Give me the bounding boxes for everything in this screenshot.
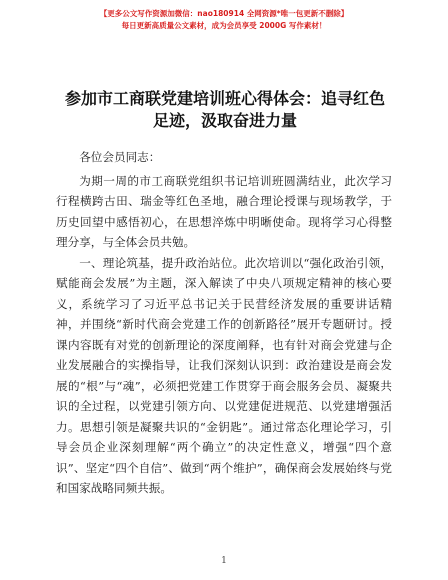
- greeting: 各位会员同志：: [79, 150, 161, 164]
- promo-banner-line-1: 【更多公文写作资源加微信：nao180914 全网资源*唯一包更新不删除】: [99, 9, 349, 18]
- document-body: [56, 147, 392, 499]
- promo-banner: [0, 8, 448, 32]
- paragraph-intro: 为期一周的市工商联党组织书记培训班圆满结业，此次学习行程横跨古田、瑞金等红色圣地，融合理论授课与现场教学，于历史回望中感悟初心，在思想淬炼中明晰使命。现将学习心得整理分享，与全体会员共勉。: [56, 173, 392, 249]
- paragraph-section-one: 一、理论筑基，提升政治站位。此次培训以“强化政治引领，赋能商会发展”为主题，深入解读了中央八项规定精神的核心要义，系统学习了习近平总书记关于民营经济发展的重要讲话精神，并围绕“新时代商会党建工作的创新路径”展开专题研讨。授课内容既有对党的创新理论的深度阐释，也有针对商会党建与企业发展融合的实操指导，让我们深刻认识到：政治建设是商会发展的“根”与“魂”，必须把党建工作贯穿于商会服务会员、凝聚共识的全过程，以党建引领方向、以党建促进规范、以党建增强活力。思想引领是凝聚共识的“金钥匙”。通过常态化理论学习，引导会员企业深刻理解“两个确立”的决定性意义，增强“四个意识”、坚定“四个自信”、做到“两个维护”，确保商会发展始终与党和国家战略同频共振。: [56, 255, 392, 495]
- document-title: 参加市工商联党建培训班心得体会：追寻红色足迹，汲取奋进力量: [64, 89, 385, 130]
- promo-banner-line-2: 每日更新高质量公文素材，成为会员享受 2000G 写作素材！: [121, 21, 327, 30]
- page-number: 1: [221, 556, 227, 566]
